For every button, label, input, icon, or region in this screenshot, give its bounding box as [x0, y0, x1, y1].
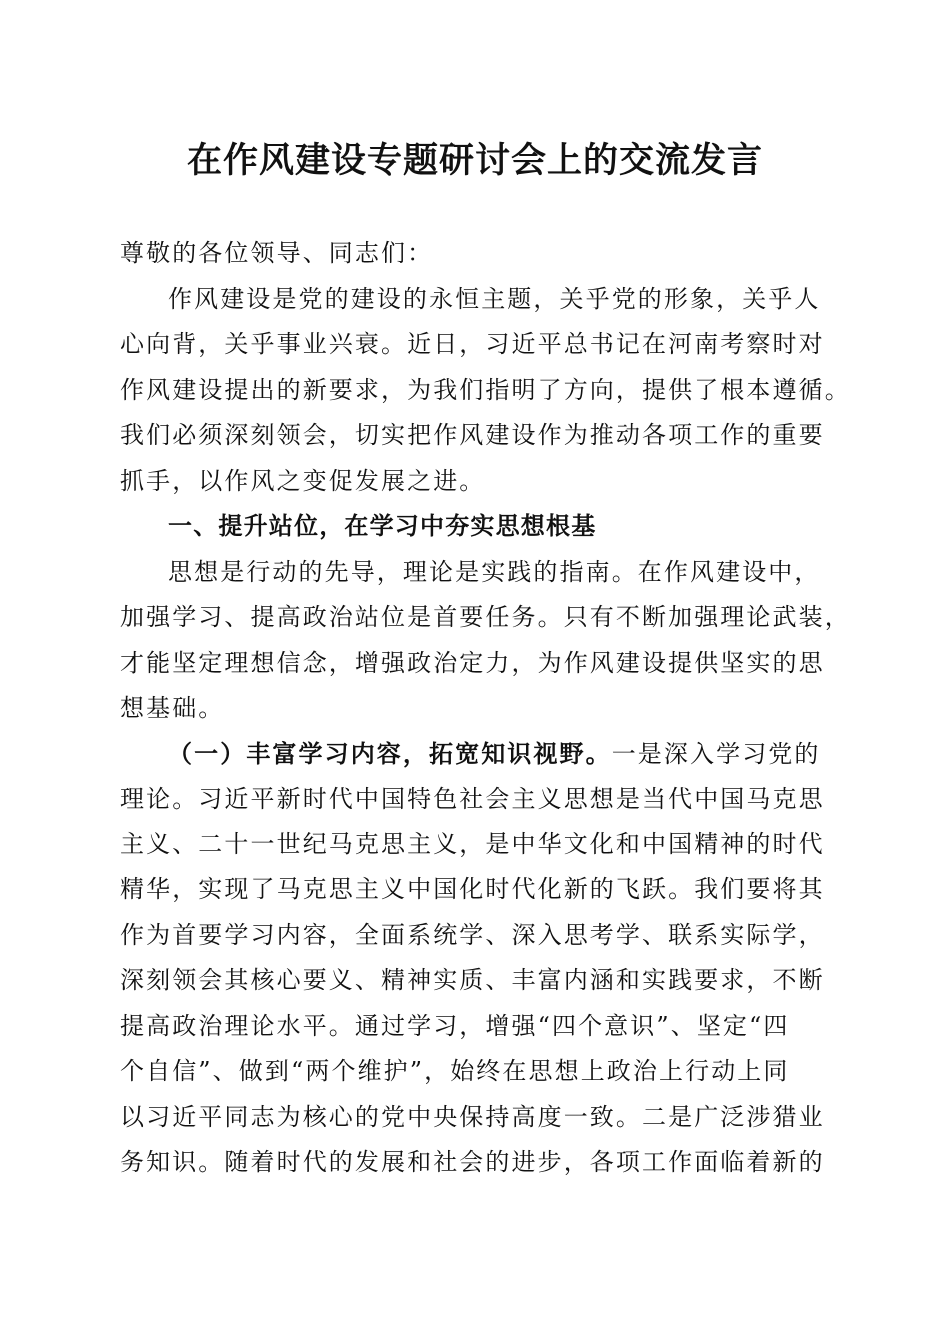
paragraph-line	[168, 739, 821, 769]
paragraph-line: 作风建设是党的建设的永恒主题，关乎党的形象，关乎人	[168, 285, 821, 313]
paragraph-line: 思想是行动的先导，理论是实践的指南。在作风建设中，	[168, 558, 821, 586]
subsection-text: 一是深入学习党的	[611, 740, 821, 768]
paragraph-line: 我们必须深刻领会，切实把作风建设作为推动各项工作的重要	[120, 421, 825, 449]
paragraph-line: 以习近平同志为核心的党中央保持高度一致。二是广泛涉猎业	[120, 1103, 825, 1131]
paragraph-line: 想基础。	[120, 694, 225, 722]
paragraph-line: 心向背，关乎事业兴衰。近日，习近平总书记在河南考察时对	[120, 330, 825, 358]
paragraph-line: 理论。习近平新时代中国特色社会主义思想是当代中国马克思	[120, 785, 825, 813]
paragraph-line: 作风建设提出的新要求，为我们指明了方向，提供了根本遵循。	[120, 376, 851, 404]
paragraph-line: 主义、二十一世纪马克思主义，是中华文化和中国精神的时代	[120, 830, 825, 858]
paragraph-line: 抓手，以作风之变促发展之进。	[120, 467, 486, 495]
paragraph-line: 才能坚定理想信念，增强政治定力，为作风建设提供坚实的思	[120, 649, 825, 677]
section-heading: 一、提升站位，在学习中夯实思想根基	[168, 512, 597, 540]
paragraph-line: 精华，实现了马克思主义中国化时代化新的飞跃。我们要将其	[120, 875, 825, 903]
paragraph-line: 提高政治理论水平。通过学习，增强“四个意识”、坚定“四	[120, 1012, 790, 1040]
document-title: 在作风建设专题研讨会上的交流发言	[186, 140, 763, 181]
salutation: 尊敬的各位领导、同志们：	[120, 239, 434, 267]
paragraph-line: 深刻领会其核心要义、精神实质、丰富内涵和实践要求，不断	[120, 966, 825, 994]
paragraph-line: 个自信”、做到“两个维护”，始终在思想上政治上行动上同	[120, 1057, 790, 1085]
paragraph-line: 加强学习、提高政治站位是首要任务。只有不断加强理论武装，	[120, 603, 851, 631]
subsection-heading: （一）丰富学习内容，拓宽知识视野。	[168, 739, 612, 768]
paragraph-line: 作为首要学习内容，全面系统学、深入思考学、联系实际学，	[120, 921, 825, 949]
paragraph-line: 务知识。随着时代的发展和社会的进步，各项工作面临着新的	[120, 1148, 825, 1176]
